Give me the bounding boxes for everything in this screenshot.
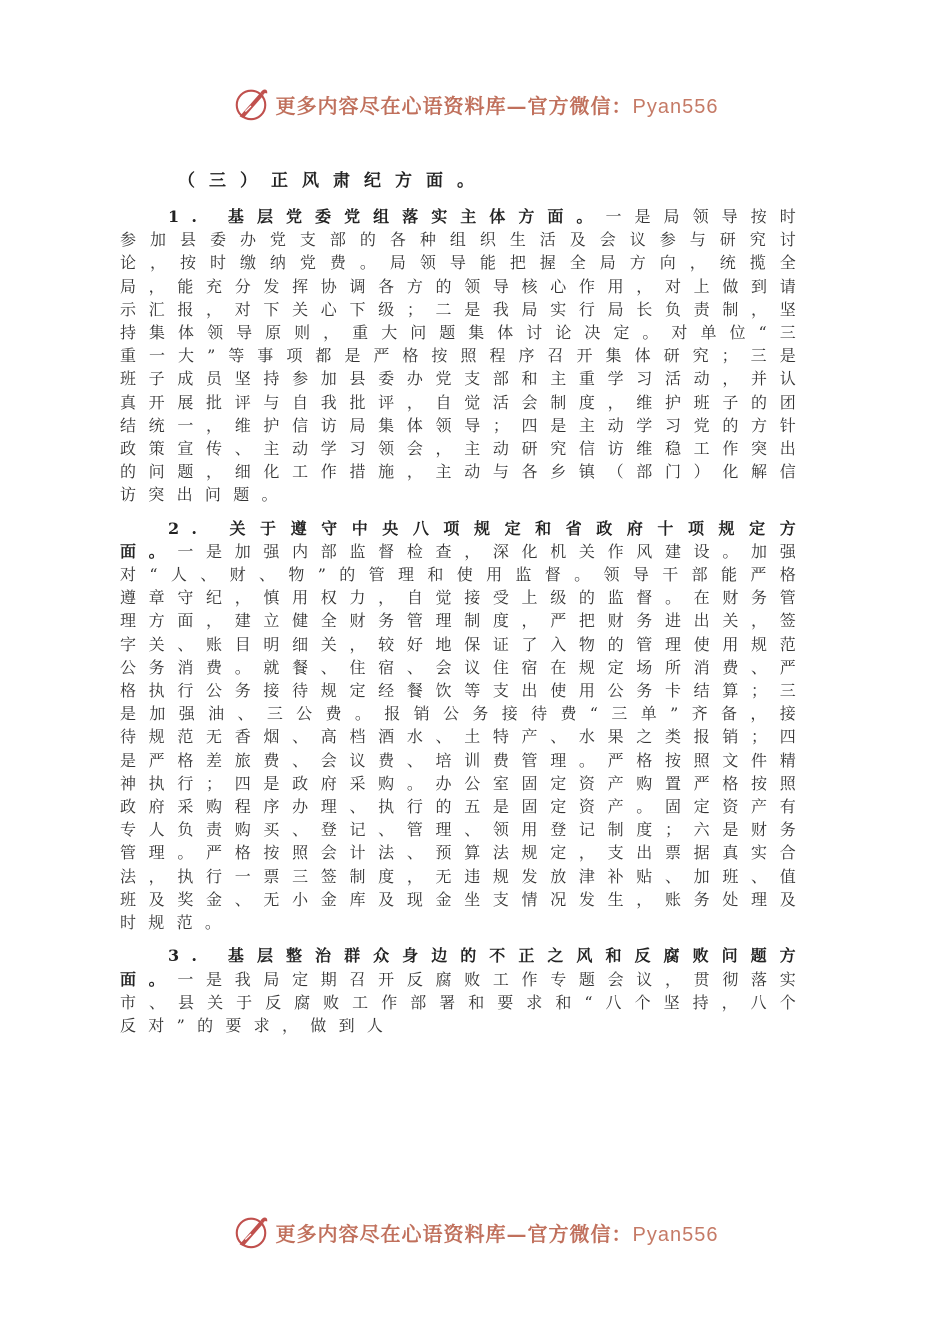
paragraph-1	[120, 205, 808, 507]
paragraph-body: 一是加强内部监督检查，深化机关作风建设。加强对“人、财、物”的管理和使用监督。领导干部能严格遵章守纪，慎用权力，自觉接受上级的监督。在财务管理方面，建立健全财务管理制度，严把财务进出关，签字关、账目明细关，较好地保证了入物的管理使用规范公务消费。就餐、住宿、会议住宿在规定场所消费、严格执行公务接待规定经餐饮等支出使用公务卡结算；三是加强油、三公费。报销公务接待费“三单”齐备，接待规范无香烟、高档酒水、土特产、水果之类报销；四是严格差旅费、会议费、培训费管理。严格按照文件精神执行；四是政府采购。办公室固定资产购置严格按照政府采购程序办理、执行的五是固定资产。固定资产有专人负责购买、登记、管理、领用登记制度；六是财务管理。严格按照会计法、预算法规定，支出票据真实合法，执行一票三签制度，无违规发放津补贴、加班、值班及奖金、无小金库及现金坐支情况发生，账务处理及时规范。	[120, 541, 808, 933]
paragraph-lead: 1. 基层党委党组落实主体方面。	[168, 207, 606, 226]
paragraph-body: 一是局领导按时参加县委办党支部的各种组织生活及会议参与研究讨论，按时缴纳党费。局领导能把握全局方向，统揽全局，能充分发挥协调各方的领导核心作用，对上做到请示汇报，对下关心下级；二是我局实行局长负责制，坚持集体领导原则，重大问题集体讨论决定。对单位“三重一大”等事项都是严格按照程序召开集体研究；三是班子成员坚持参加县委办党支部和主重学习活动，并认真开展批评与自我批评，自觉活会制度，维护班子的团结统一，维护信访局集体领导；四是主动学习党的方针政策宣传、主动学习领会，主动研究信访维稳工作突出的问题，细化工作措施，主动与各乡镇（部门）化解信访突出问题。	[120, 207, 808, 505]
banner-wechat-id: Pyan556	[632, 1223, 719, 1246]
quill-pen-circle-icon	[232, 85, 270, 123]
banner-label: 更多内容尽在心语资料库—官方微信：	[275, 1221, 633, 1246]
section-heading: （三）正风肃纪方面。	[178, 171, 488, 191]
quill-pen-circle-icon	[232, 1213, 270, 1251]
paragraph-3	[120, 944, 808, 1037]
header-banner	[0, 84, 950, 124]
banner-wechat-id: Pyan556	[632, 95, 719, 118]
document-body	[120, 170, 808, 1047]
paragraph-body: 一是我局定期召开反腐败工作专题会议，贯彻落实市、县关于反腐败工作部署和要求和“八个坚持，八个反对”的要求，做到人	[120, 969, 808, 1035]
paragraph-2	[120, 517, 808, 935]
banner-text	[276, 1218, 719, 1247]
banner-text	[276, 90, 719, 119]
footer-banner	[0, 1212, 950, 1252]
banner-label: 更多内容尽在心语资料库—官方微信：	[275, 93, 633, 118]
paragraph-lead: 2. 关于遵守中央八项规定和省政府十项规定方面。	[120, 518, 808, 561]
paragraph-lead: 3. 基层整治群众身边的不正之风和反腐败问题方面。	[120, 946, 808, 989]
